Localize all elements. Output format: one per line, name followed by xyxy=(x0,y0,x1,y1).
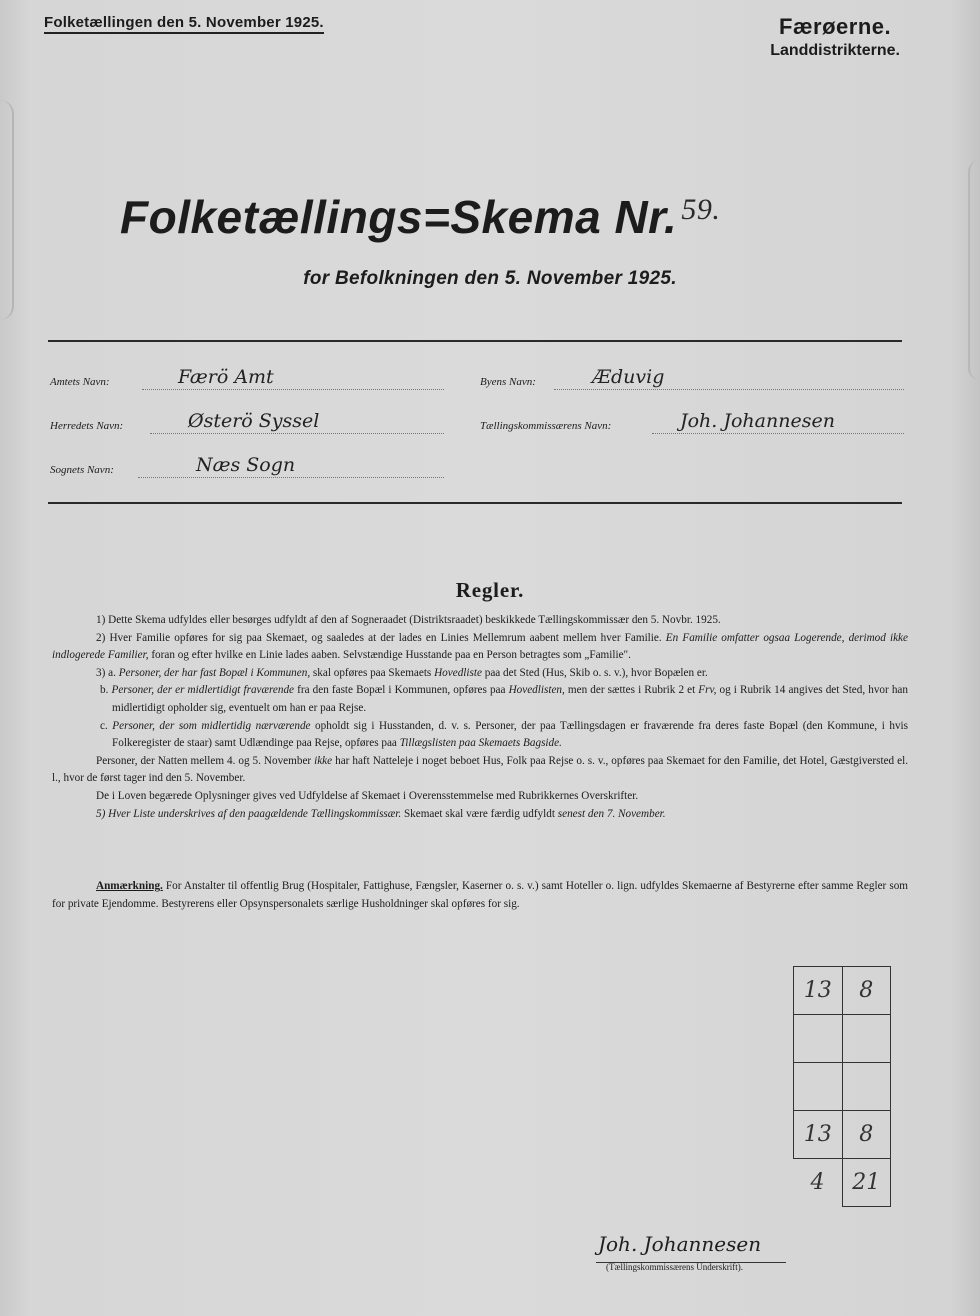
rule-3a: 3) a. Personer, der har fast Bopæl i Kommunen, skal opføres paa Skemaets Hovedliste paa det Sted (Hus, Skib o. s. v.), hvor Bopælen er. xyxy=(96,666,708,679)
top-divider xyxy=(48,340,902,342)
region-header xyxy=(770,14,900,60)
amt-value: Færö Amt xyxy=(178,366,274,388)
tally-cell: 13 xyxy=(794,967,843,1015)
herred-label: Herredets Navn: xyxy=(50,420,124,432)
bottom-divider xyxy=(48,502,902,504)
tally-box xyxy=(793,966,891,1207)
by-label: Byens Navn: xyxy=(480,376,536,388)
herred-field xyxy=(50,408,445,434)
tally-total-row xyxy=(794,1159,891,1207)
sogn-field xyxy=(50,452,445,478)
tally-cell: 13 xyxy=(794,1111,843,1159)
tally-cell xyxy=(794,1063,843,1111)
kommissaer-field xyxy=(480,408,904,434)
kommissaer-value: Joh. Johannesen xyxy=(680,410,835,432)
form-number: 59. xyxy=(681,193,721,226)
tally-row xyxy=(794,1063,891,1111)
sogn-value: Næs Sogn xyxy=(196,454,296,476)
amt-field xyxy=(50,364,445,390)
rule-4: De i Loven begærede Oplysninger gives ved Udfyldelse af Skemaet i Overensstemmelse med Rubrikkernes Overskrifter. xyxy=(96,789,639,802)
remark xyxy=(52,878,908,913)
tally-cell xyxy=(842,1063,891,1111)
signature-caption: (Tællingskommissærens Underskrift). xyxy=(606,1262,743,1272)
tally-row xyxy=(794,1111,891,1159)
rule-3c: c. Personer, der som midlertidig nærværende opholdt sig i Husstanden, d. v. s. Personer, der paa Tællingsdagen er fraværende fra deres faste Bopæl (den Kommune, i hvis Folkeregister de staar) samt Udlændinge paa Rejse, opføres paa Tillægslisten paa Skemaets Bagside. xyxy=(100,719,909,750)
kommissaer-label: Tællingskommissærens Navn: xyxy=(480,420,612,432)
tally-row xyxy=(794,967,891,1015)
by-field xyxy=(480,364,904,390)
region-name: Færøerne. xyxy=(779,14,892,39)
tally-cell xyxy=(794,1015,843,1063)
herred-value: Østerö Syssel xyxy=(188,410,320,432)
by-value: Æduvig xyxy=(592,366,665,388)
rule-1: 1) Dette Skema udfyldes eller besørges udfyldt af den af Sogneraadet (Distriktsraadet) beskikkede Tællingskommissær den 5. Novbr. 1925. xyxy=(96,614,721,626)
tally-row xyxy=(794,1015,891,1063)
rules-heading: Regler. xyxy=(455,578,525,602)
rule-3b: b. Personer, der er midlertidigt fraværende fra den faste Bopæl i Kommunen, opføres paa Hovedlisten, men der sættes i Rubrik 2 et Frv, og i Rubrik 14 angives det Sted, hvor han midlertidigt opholder sig, eventuelt om han er paa Rejse. xyxy=(100,684,908,714)
rule-2: 2) Hver Familie opføres for sig paa Skemaet, og saaledes at der lades en Linies Mellemrum aabent mellem hver Familie. En Familie omfatter ogsaa Logerende, derimod ikke indlogerede Familier, foran og efter hvilke en Linie lades aaben. Selvstændige Husstande paa en Person betragtes som „Familie". xyxy=(52,631,908,662)
district-type: Landdistrikterne. xyxy=(770,42,900,59)
tally-cell xyxy=(842,1015,891,1063)
remark-label: Anmærkning. xyxy=(96,880,163,893)
form-title xyxy=(120,190,720,244)
tally-cell: 8 xyxy=(842,1111,891,1159)
rules-body xyxy=(52,612,908,823)
tally-cell: 8 xyxy=(842,967,891,1015)
amt-label: Amtets Navn: xyxy=(50,376,110,388)
rule-5: 5) Hver Liste underskrives af den paagældende Tællingskommissær. Skemaet skal være færdig udfyldt senest den 7. November. xyxy=(96,807,666,820)
tally-total-cell: 21 xyxy=(842,1159,891,1207)
remark-text: For Anstalter til offentlig Brug (Hospitaler, Fattighuse, Fængsler, Kaserner o. s. v.) samt Hoteller o. lign. udfyldes Skemaerne af Bestyrerne efter samme Regler som for private Ejendomme. Bestyrerens eller Opsynspersonalets særlige Husholdninger skal opføres for sig. xyxy=(52,880,908,910)
tally-total-cell: 4 xyxy=(810,1170,825,1196)
census-date-header: Folketællingen den 5. November 1925. xyxy=(44,14,324,34)
signature: Joh. Johannesen xyxy=(598,1232,762,1256)
form-subtitle: for Befolkningen den 5. November 1925. xyxy=(303,268,677,289)
rule-3d: Personer, der Natten mellem 4. og 5. November ikke har haft Natteleje i noget beboet Hus, Folk paa Rejse o. s. v., opføres paa Skemaet for den Familie, det Hotel, Gæstgiversted el. l., hvor de først tager ind den 5. November. xyxy=(52,754,908,785)
form-title-text: Folketællings=Skema Nr. xyxy=(120,191,678,243)
sogn-label: Sognets Navn: xyxy=(50,464,114,476)
